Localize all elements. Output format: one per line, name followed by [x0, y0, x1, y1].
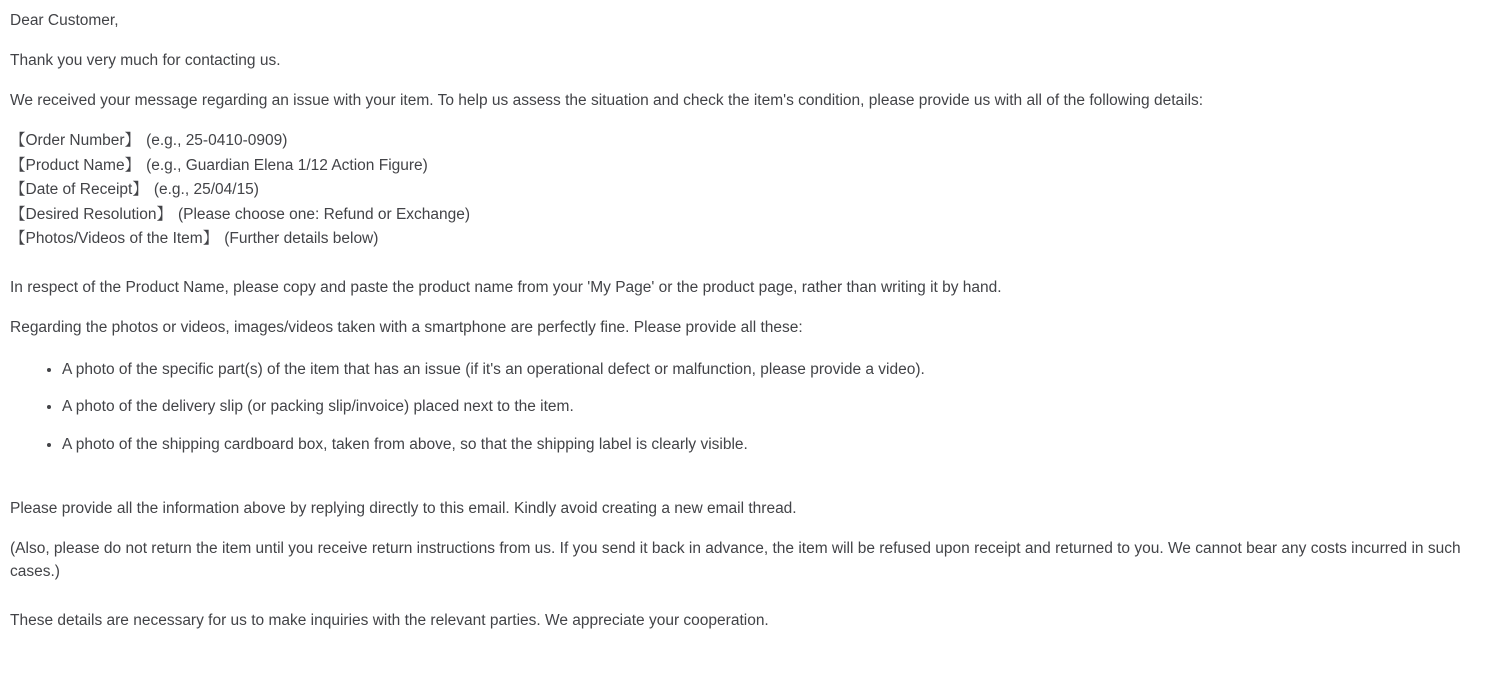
detail-hint: (e.g., 25-0410-0909) [146, 132, 288, 149]
reply-instruction: Please provide all the information above by replying directly to this email. Kindly avoid creating a new email thread. [10, 499, 797, 517]
detail-line-order-number [10, 129, 1474, 154]
detail-label: 【Photos/Videos of the Item】 [10, 230, 219, 247]
detail-line-photos-videos [10, 227, 1474, 252]
closing-text: These details are necessary for us to make inquiries with the relevant parties. We appreciate your cooperation. [10, 611, 769, 629]
product-name-note: In respect of the Product Name, please copy and paste the product name from your 'My Page' or the product page, rather than writing it by hand. [10, 278, 1002, 296]
detail-label: 【Date of Receipt】 [10, 181, 148, 198]
photo-requirement-item: • A photo of the specific part(s) of the item that has an issue (if it's an operational defect or malfunction, please provide a video). [62, 358, 1474, 381]
detail-hint: (Please choose one: Refund or Exchange) [177, 205, 471, 223]
detail-line-product-name [10, 154, 1474, 179]
detail-hint: (e.g., 25/04/15) [153, 181, 259, 198]
detail-hint: (Further details below) [224, 230, 379, 247]
greeting-text: Dear Customer, [10, 12, 119, 29]
return-warning: (Also, please do not return the item until you receive return instructions from us. If you send it back in advance, the item will be refused upon receipt and returned to you. We cannot bear any costs incurred in such cases.) [10, 539, 1461, 580]
thanks-text: Thank you very much for contacting us. [10, 52, 281, 69]
detail-label: 【Desired Resolution】 [10, 205, 172, 223]
required-details-list [10, 129, 1474, 252]
detail-hint: (e.g., Guardian Elena 1/12 Action Figure) [146, 156, 428, 174]
detail-label: 【Order Number】 [10, 132, 141, 149]
detail-line-date-of-receipt [10, 178, 1474, 203]
intro-text: We received your message regarding an issue with your item. To help us assess the situation and check the item's condition, please provide us with all of the following details: [10, 92, 1204, 109]
photo-requirements-list [10, 358, 1474, 456]
detail-label: 【Product Name】 [10, 156, 141, 174]
photo-requirement-item: • A photo of the shipping cardboard box, taken from above, so that the shipping label is clearly visible. [62, 433, 1474, 456]
detail-line-desired-resolution [10, 203, 1474, 228]
photos-note: Regarding the photos or videos, images/videos taken with a smartphone are perfectly fine. Please provide all these: [10, 318, 803, 336]
photo-requirement-item: • A photo of the delivery slip (or packing slip/invoice) placed next to the item. [62, 395, 1474, 418]
